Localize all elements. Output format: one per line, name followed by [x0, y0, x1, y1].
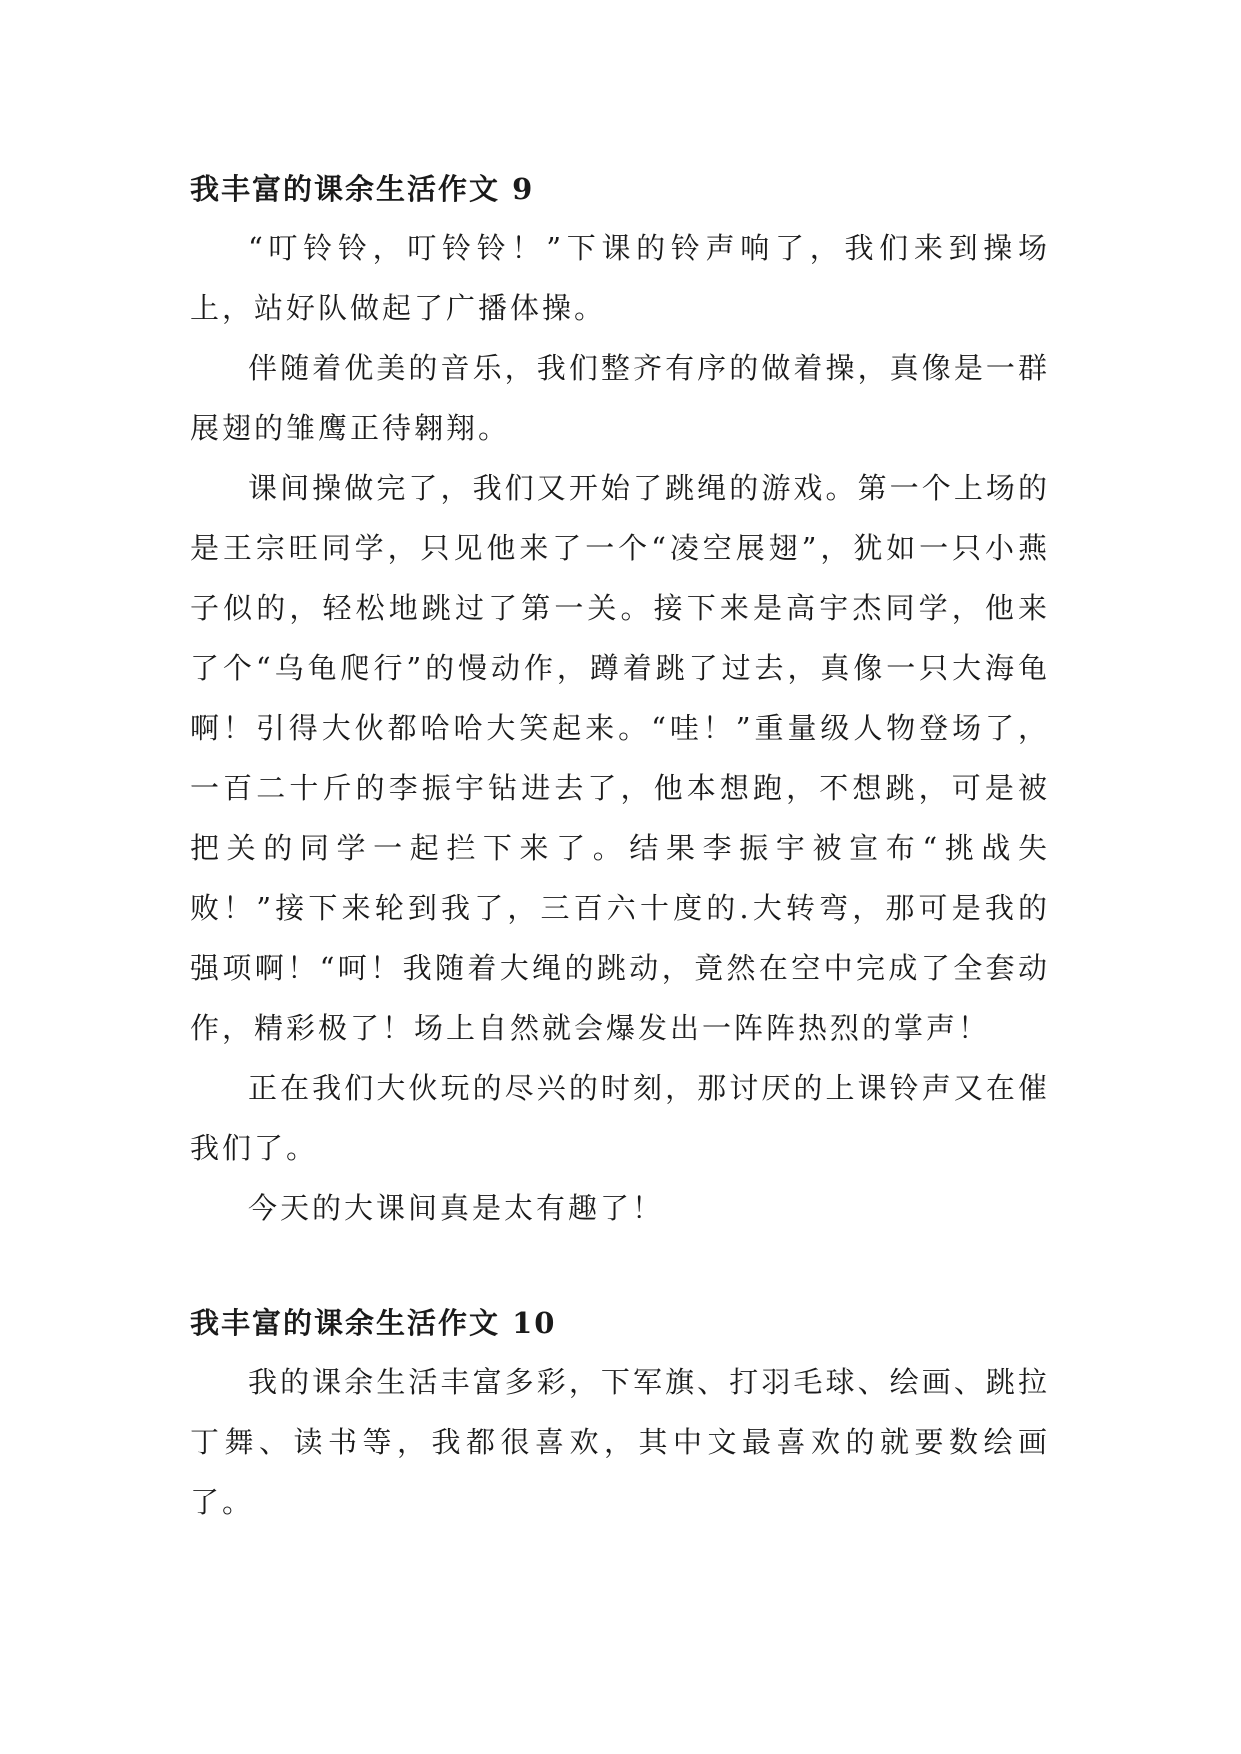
essay-title: 我丰富的课余生活作文 9 [190, 172, 535, 206]
paragraph: 伴随着优美的音乐，我们整齐有序的做着操，真像是一群展翅的雏鹰正待翱翔。 [190, 351, 1050, 445]
paragraph: 我的课余生活丰富多彩，下军旗、打羽毛球、绘画、跳拉丁舞、读书等，我都很喜欢，其中文最喜欢的就要数绘画了。 [190, 1365, 1050, 1519]
essay-section-10 [190, 1294, 1050, 1532]
paragraph: 正在我们大伙玩的尽兴的时刻，那讨厌的上课铃声又在催我们了。 [190, 1071, 1050, 1165]
paragraph: 今天的大课间真是太有趣了！ [248, 1191, 665, 1225]
essay-section-9 [190, 160, 1050, 1238]
paragraph: “叮铃铃，叮铃铃！”下课的铃声响了，我们来到操场上，站好队做起了广播体操。 [190, 231, 1050, 325]
document-body [190, 160, 1050, 1532]
essay-title: 我丰富的课余生活作文 10 [190, 1306, 557, 1340]
paragraph: 课间操做完了，我们又开始了跳绳的游戏。第一个上场的是王宗旺同学，只见他来了一个“凌空展翅”，犹如一只小燕子似的，轻松地跳过了第一关。接下来是高宇杰同学，他来了个“乌龟爬行”的慢动作，蹲着跳了过去，真像一只大海龟啊！引得大伙都哈哈大笑起来。“哇！”重量级人物登场了，一百二十斤的李振宇钻进去了，他本想跑，不想跳，可是被把关的同学一起拦下来了。结果李振宇被宣布“挑战失败！”接下来轮到我了，三百六十度的.大转弯，那可是我的强项啊！“呵！我随着大绳的跳动，竟然在空中完成了全套动作，精彩极了！场上自然就会爆发出一阵阵热烈的掌声！ [190, 471, 1050, 1045]
